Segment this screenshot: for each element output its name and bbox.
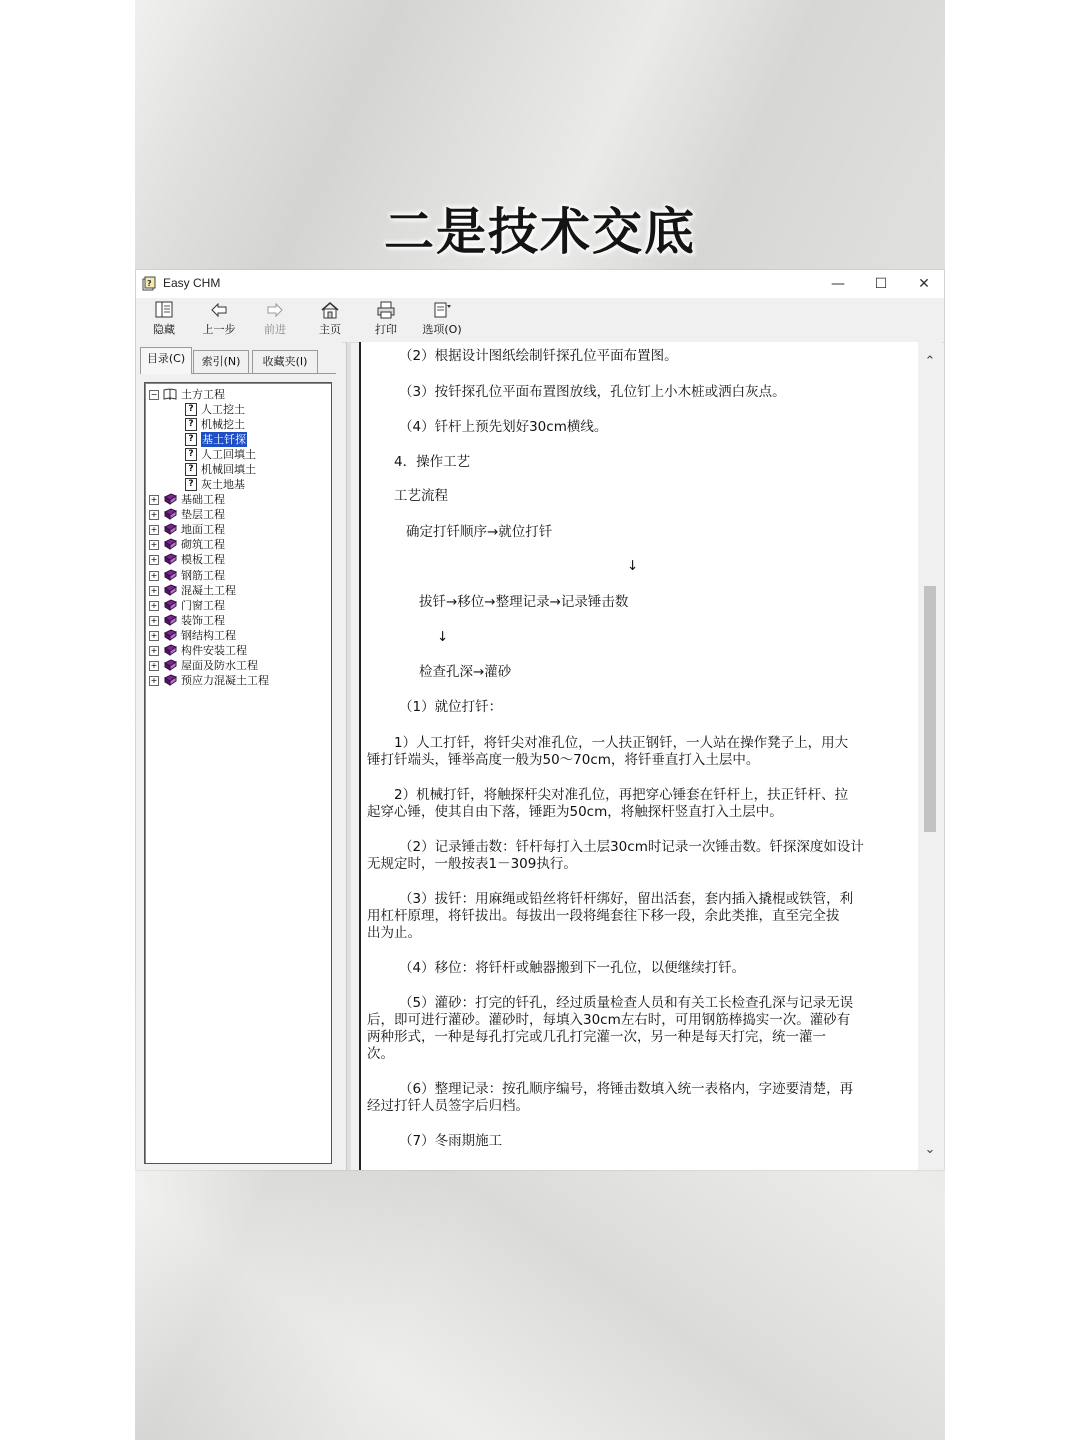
hide-button[interactable] <box>136 300 192 340</box>
home-label: 主页 <box>319 323 341 336</box>
step-6-line-1: （6）整理记录：按孔顺序编号，将锤击数填入统一表格内，字迹要清楚，再 <box>399 1081 854 1097</box>
tree-book-label: 钢筋工程 <box>181 568 225 582</box>
tab-favorites[interactable]: 收藏夹(I) <box>252 350 318 373</box>
expand-icon[interactable]: + <box>150 585 158 595</box>
book-icon <box>163 538 177 550</box>
options-button[interactable] <box>414 300 470 340</box>
title-bar <box>136 270 944 298</box>
close-button[interactable]: ✕ <box>918 276 930 292</box>
topic-content <box>359 342 920 1170</box>
book-icon <box>163 553 177 565</box>
book-icon <box>163 614 177 626</box>
tree-book-label: 模板工程 <box>181 553 225 567</box>
tree-book-label: 屋面及防水工程 <box>181 659 258 673</box>
tab-index[interactable]: 索引(N) <box>193 350 249 373</box>
back-button[interactable] <box>191 300 247 340</box>
print-label: 打印 <box>375 323 397 336</box>
tree-book-label: 构件安装工程 <box>181 644 247 657</box>
step-1a-line-1: 1）人工打钎，将钎尖对准孔位，一人扶正钢钎，一人站在操作凳子上，用大 <box>394 735 849 751</box>
step-5-line-2: 后，即可进行灌砂。灌砂时，每填入30cm左右时，可用钢筋棒捣实一次。灌砂有 <box>367 1012 851 1028</box>
window-title: Easy CHM <box>163 276 221 290</box>
step-5-line-1: （5）灌砂：打完的钎孔，经过质量检查人员和有关工长检查孔深与记录无误 <box>399 995 854 1011</box>
book-icon <box>163 599 177 611</box>
step-5-line-3: 两种形式，一种是每孔打完或几孔打完灌一次，另一种是每天打完，统一灌一 <box>367 1029 826 1045</box>
home-button[interactable] <box>302 300 358 340</box>
scroll-down-icon[interactable]: ⌄ <box>924 1142 936 1157</box>
easy-chm-window <box>136 270 944 1170</box>
step-1b-line-1: 2）机械打钎，将触探杆尖对准孔位，再把穿心锤套在钎杆上，扶正钎杆、拉 <box>394 787 849 803</box>
tree-book-label: 钢结构工程 <box>181 628 236 642</box>
expand-icon[interactable]: + <box>150 630 158 640</box>
step-1-title: （1）就位打钎： <box>399 699 503 715</box>
step-3-line-2: 用杠杆原理，将钎拔出。每拔出一段将绳套往下移一段，余此类推，直至完全拔 <box>367 908 840 924</box>
tree-topic-label: 人工挖土 <box>201 403 245 416</box>
collapse-icon[interactable]: − <box>150 390 158 399</box>
book-icon <box>163 523 177 535</box>
back-arrow-icon <box>208 300 230 320</box>
tab-contents[interactable]: 目录(C) <box>140 347 192 374</box>
contents-tree <box>144 382 332 1164</box>
tree-book-label: 门窗工程 <box>181 598 225 612</box>
forward-label: 前进 <box>264 323 286 336</box>
chm-app-icon <box>142 276 157 291</box>
print-button[interactable] <box>358 300 414 340</box>
scroll-up-icon[interactable]: ⌃ <box>924 354 936 369</box>
book-icon <box>163 508 177 520</box>
tree-topic-label: 基土钎探 <box>202 433 246 446</box>
book-icon <box>163 674 177 686</box>
tree-book-label: 垫层工程 <box>181 508 225 522</box>
expand-icon[interactable]: + <box>150 646 158 655</box>
help-topic-icon: ? <box>185 418 197 431</box>
scroll-thumb[interactable] <box>924 586 936 832</box>
expand-icon[interactable]: + <box>150 600 158 610</box>
options-label: 选项(O) <box>422 323 462 336</box>
step-4-line: （4）移位：将钎杆或触器搬到下一孔位，以便继续打钎。 <box>399 960 746 976</box>
step-2-line-1: （2）记录锤击数：钎杆每打入土层30cm时记录一次锤击数。钎探深度如设计 <box>399 839 864 855</box>
step-7-title: （7）冬雨期施工 <box>399 1133 503 1149</box>
flow-arrow-2: ↓ <box>437 629 449 645</box>
flow-step-2: 拔钎→移位→整理记录→记录锤击数 <box>419 594 629 610</box>
tree-topic-label: 灰土地基 <box>201 478 245 491</box>
tree-book-label: 基础工程 <box>181 493 225 506</box>
home-icon <box>319 300 341 320</box>
tree-book-label: 混凝土工程 <box>181 583 236 597</box>
book-icon <box>163 629 177 641</box>
expand-icon[interactable]: + <box>150 615 158 625</box>
tree-book-label: 装饰工程 <box>181 613 225 627</box>
expand-icon[interactable]: + <box>150 555 158 565</box>
open-book-icon <box>163 388 177 400</box>
expand-icon[interactable]: + <box>150 525 158 535</box>
maximize-button[interactable]: ☐ <box>874 276 888 292</box>
tree-folder-label: 土方工程 <box>181 388 225 401</box>
tree-topic-label: 人工回填土 <box>201 448 256 461</box>
book-icon <box>163 659 177 671</box>
tree-book-label: 预应力混凝土工程 <box>181 674 269 688</box>
help-topic-icon: ? <box>185 433 197 446</box>
tree-topic-label: 机械回填土 <box>201 463 256 476</box>
book-icon <box>163 493 177 505</box>
step-3-line-1: （3）拔钎：用麻绳或铅丝将钎杆绑好，留出活套，套内插入撬棍或铁管，利 <box>399 891 854 907</box>
printer-icon <box>375 300 397 320</box>
hide-label: 隐藏 <box>153 323 175 336</box>
back-label: 上一步 <box>202 323 236 336</box>
hide-pane-icon <box>153 300 175 320</box>
book-icon <box>163 584 177 596</box>
help-topic-icon: ? <box>185 463 197 476</box>
forward-button[interactable] <box>247 300 303 340</box>
navigation-pane <box>136 342 342 1170</box>
pane-splitter[interactable] <box>346 342 351 1170</box>
flow-step-3: 检查孔深→灌砂 <box>419 664 512 680</box>
options-icon <box>431 300 453 320</box>
expand-icon[interactable]: + <box>150 676 158 686</box>
step-1b-line-2: 起穿心锤，使其自由下落，锤距为50cm，将触探杆竖直打入土层中。 <box>367 804 783 820</box>
text-prep-3: （3）按钎探孔位平面布置图放线，孔位钉上小木桩或洒白灰点。 <box>399 384 786 400</box>
expand-icon[interactable]: + <box>150 510 158 520</box>
step-2-line-2: 无规定时，一般按表1－309执行。 <box>367 856 577 872</box>
book-icon <box>163 569 177 581</box>
expand-icon[interactable]: + <box>150 570 158 580</box>
tree-topic-label: 机械挖土 <box>201 418 245 431</box>
svg-text:?: ? <box>147 279 152 288</box>
flow-step-1: 确定打钎顺序→就位打钎 <box>406 524 553 540</box>
vertical-scrollbar[interactable] <box>918 342 942 1170</box>
overlay-title: 二是技术交底 <box>384 203 696 261</box>
tree-book-label: 地面工程 <box>181 523 225 537</box>
step-1a-line-2: 锤打钎端头，锤举高度一般为50～70cm，将钎垂直打入土层中。 <box>367 752 760 768</box>
tree-book-label: 砌筑工程 <box>181 538 225 552</box>
flow-arrow-1: ↓ <box>627 558 639 574</box>
help-topic-icon: ? <box>185 478 197 491</box>
forward-arrow-icon <box>264 300 286 320</box>
book-icon <box>163 644 177 656</box>
toolbar <box>136 298 944 343</box>
expand-icon[interactable]: + <box>150 495 158 504</box>
minimize-button[interactable]: — <box>831 276 845 292</box>
help-topic-icon: ? <box>185 403 197 416</box>
step-6-line-2: 经过打钎人员签字后归档。 <box>367 1098 529 1114</box>
section-heading-4: 4．操作工艺 <box>394 454 471 470</box>
expand-icon[interactable]: + <box>150 661 158 671</box>
expand-icon[interactable]: + <box>150 540 158 550</box>
flow-title: 工艺流程 <box>394 488 448 504</box>
step-3-line-3: 出为止。 <box>367 925 421 941</box>
text-prep-2: （2）根据设计图纸绘制钎探孔位平面布置图。 <box>399 348 678 364</box>
text-prep-4: （4）钎杆上预先划好30cm横线。 <box>399 419 608 435</box>
help-topic-icon: ? <box>185 448 197 461</box>
step-5-line-4: 次。 <box>367 1046 394 1062</box>
